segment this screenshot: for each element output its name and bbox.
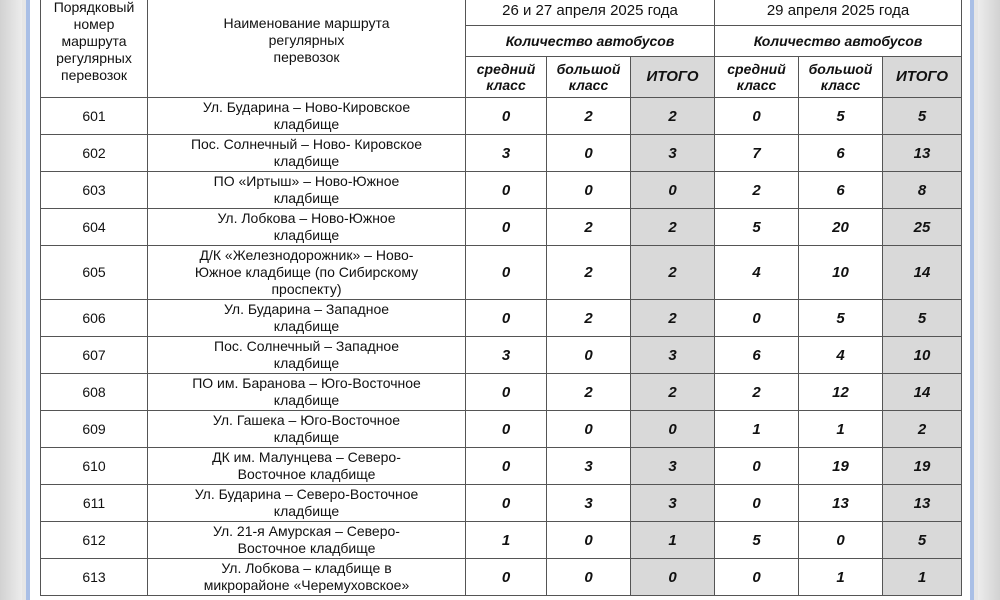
table-row [41,448,962,485]
large-class-count-1: 2 [547,209,631,246]
route-name-line: Ул. Бударина – Северо-Восточное [194,486,419,502]
table-row [41,411,962,448]
route-name [148,135,466,172]
route-name-line: Ул. Лобкова – Ново-Южное [217,210,396,226]
route-name [148,337,466,374]
table-row [41,337,962,374]
table-row [41,98,962,135]
route-number: 608 [41,374,148,411]
large-class-count-1: 0 [547,559,631,596]
medium-class-count-2: 7 [715,135,799,172]
route-name [148,209,466,246]
large-class-count-1: 3 [547,448,631,485]
route-name-line: проспекту) [271,281,342,297]
route-name-line: Восточное кладбище [237,540,376,556]
large-class-count-2: 12 [799,374,883,411]
header-route-number-line: номер [73,16,115,32]
large-class-count-1: 0 [547,337,631,374]
route-name [148,411,466,448]
medium-class-count-1: 3 [466,135,547,172]
medium-class-count-1: 0 [466,172,547,209]
table-row [41,522,962,559]
background-left [0,0,22,600]
route-number: 609 [41,411,148,448]
document-sheet [26,0,974,600]
header-large-class-2 [799,57,883,98]
total-count-1: 2 [631,300,715,337]
header-sub-line: класс [820,77,861,93]
route-name-line: Восточное кладбище [237,466,376,482]
route-name-line: кладбище [273,190,340,206]
route-name-line: Ул. Гашека – Юго-Восточное [212,412,401,428]
route-number: 611 [41,485,148,522]
large-class-count-1: 0 [547,411,631,448]
route-name-line: Пос. Солнечный – Западное [214,338,399,354]
medium-class-count-2: 5 [715,522,799,559]
large-class-count-2: 1 [799,559,883,596]
large-class-count-2: 5 [799,98,883,135]
bus-schedule-table [40,0,962,596]
total-count-1: 0 [631,559,715,596]
large-class-count-2: 13 [799,485,883,522]
total-count-2: 19 [883,448,962,485]
header-total-1: ИТОГО [631,57,715,98]
total-count-2: 14 [883,374,962,411]
route-number: 606 [41,300,148,337]
table-row [41,300,962,337]
medium-class-count-2: 6 [715,337,799,374]
total-count-1: 1 [631,522,715,559]
total-count-2: 10 [883,337,962,374]
route-number: 603 [41,172,148,209]
header-date-1: 26 и 27 апреля 2025 года [466,0,715,26]
table-header [41,0,962,98]
medium-class-count-2: 2 [715,374,799,411]
header-route-name [148,0,466,98]
route-name-line: ПО им. Баранова – Юго-Восточное [192,375,421,391]
medium-class-count-1: 0 [466,98,547,135]
medium-class-count-1: 0 [466,374,547,411]
table-row [41,374,962,411]
route-name-line: кладбище [273,355,340,371]
large-class-count-1: 0 [547,172,631,209]
total-count-1: 2 [631,98,715,135]
route-name [148,522,466,559]
route-number: 613 [41,559,148,596]
route-number: 612 [41,522,148,559]
large-class-count-2: 19 [799,448,883,485]
route-name-line: Ул. Бударина – Ново-Кировское [202,99,411,115]
medium-class-count-1: 0 [466,300,547,337]
route-number: 601 [41,98,148,135]
route-name-line: микрорайоне «Черемуховское» [203,577,410,593]
large-class-count-1: 2 [547,246,631,300]
medium-class-count-1: 0 [466,448,547,485]
route-name [148,485,466,522]
route-number: 604 [41,209,148,246]
total-count-1: 2 [631,374,715,411]
table-row [41,209,962,246]
medium-class-count-1: 0 [466,485,547,522]
route-name [148,559,466,596]
large-class-count-2: 20 [799,209,883,246]
route-name-line: кладбище [273,429,340,445]
route-number: 602 [41,135,148,172]
route-name-line: кладбище [273,153,340,169]
header-route-number-line: маршрута [61,33,127,49]
total-count-2: 5 [883,522,962,559]
route-name-line: кладбище [273,318,340,334]
header-bus-count-1: Количество автобусов [466,26,715,57]
header-large-class-1 [547,57,631,98]
medium-class-count-2: 1 [715,411,799,448]
large-class-count-2: 6 [799,135,883,172]
route-name-line: Ул. 21-я Амурская – Северо- [213,523,400,539]
header-sub-line: большой [556,61,621,77]
large-class-count-1: 2 [547,374,631,411]
total-count-2: 8 [883,172,962,209]
medium-class-count-2: 2 [715,172,799,209]
total-count-2: 2 [883,411,962,448]
large-class-count-1: 2 [547,300,631,337]
large-class-count-1: 0 [547,522,631,559]
table-row [41,246,962,300]
header-date-2: 29 апреля 2025 года [715,0,962,26]
large-class-count-2: 1 [799,411,883,448]
route-name-line: Южное кладбище (по Сибирскому [194,264,419,280]
medium-class-count-1: 0 [466,246,547,300]
large-class-count-2: 6 [799,172,883,209]
large-class-count-1: 0 [547,135,631,172]
total-count-2: 1 [883,559,962,596]
header-sub-line: средний [476,61,536,77]
medium-class-count-1: 0 [466,559,547,596]
header-sub-line: класс [486,77,526,93]
header-bus-count-2: Количество автобусов [715,26,962,57]
route-name-line: кладбище [273,392,340,408]
table-row [41,559,962,596]
route-name [148,246,466,300]
header-route-name-line: регулярных [268,32,345,48]
large-class-count-2: 0 [799,522,883,559]
large-class-count-2: 5 [799,300,883,337]
table-row [41,172,962,209]
total-count-1: 3 [631,448,715,485]
route-number: 607 [41,337,148,374]
header-sub-line: класс [568,77,609,93]
route-name-line: кладбище [273,503,340,519]
large-class-count-2: 4 [799,337,883,374]
route-name-line: ПО «Иртыш» – Ново-Южное [213,173,400,189]
route-name [148,172,466,209]
large-class-count-1: 2 [547,98,631,135]
header-sub-line: средний [727,61,786,77]
medium-class-count-1: 1 [466,522,547,559]
total-count-2: 13 [883,485,962,522]
medium-class-count-1: 0 [466,411,547,448]
header-medium-class-2 [715,57,799,98]
total-count-1: 3 [631,337,715,374]
total-count-1: 3 [631,135,715,172]
table-row [41,485,962,522]
header-sub-line: большой [808,61,873,77]
route-name [148,98,466,135]
header-route-number-line: регулярных [56,50,132,66]
total-count-2: 5 [883,98,962,135]
header-route-name-line: Наименование маршрута [223,15,390,31]
route-name-line: кладбище [273,227,340,243]
header-route-number-line: перевозок [60,67,128,83]
medium-class-count-2: 4 [715,246,799,300]
total-count-2: 14 [883,246,962,300]
route-name [148,374,466,411]
route-name [148,300,466,337]
total-count-2: 13 [883,135,962,172]
medium-class-count-2: 0 [715,485,799,522]
medium-class-count-2: 0 [715,98,799,135]
route-name [148,448,466,485]
route-name-line: ДК им. Малунцева – Северо- [212,449,401,465]
total-count-1: 0 [631,411,715,448]
medium-class-count-2: 0 [715,559,799,596]
medium-class-count-2: 0 [715,300,799,337]
route-number: 610 [41,448,148,485]
large-class-count-2: 10 [799,246,883,300]
header-route-name-line: перевозок [273,49,340,65]
header-total-2: ИТОГО [883,57,962,98]
medium-class-count-2: 5 [715,209,799,246]
route-name-line: кладбище [273,116,340,132]
table-body [41,98,962,596]
medium-class-count-1: 3 [466,337,547,374]
total-count-1: 3 [631,485,715,522]
route-name-line: Пос. Солнечный – Ново- Кировское [190,136,423,152]
route-number: 605 [41,246,148,300]
route-name-line: Ул. Бударина – Западное [223,301,390,317]
large-class-count-1: 3 [547,485,631,522]
header-route-number [41,0,148,98]
background-right [978,0,1000,600]
header-sub-line: класс [736,77,777,93]
route-name-line: Д/К «Железнодорожник» – Ново- [199,247,414,263]
medium-class-count-1: 0 [466,209,547,246]
total-count-1: 2 [631,246,715,300]
table-row [41,135,962,172]
header-medium-class-1 [466,57,547,98]
total-count-2: 5 [883,300,962,337]
total-count-1: 2 [631,209,715,246]
total-count-1: 0 [631,172,715,209]
route-name-line: Ул. Лобкова – кладбище в [221,560,392,576]
header-route-number-line: Порядковый [53,0,135,15]
total-count-2: 25 [883,209,962,246]
medium-class-count-2: 0 [715,448,799,485]
